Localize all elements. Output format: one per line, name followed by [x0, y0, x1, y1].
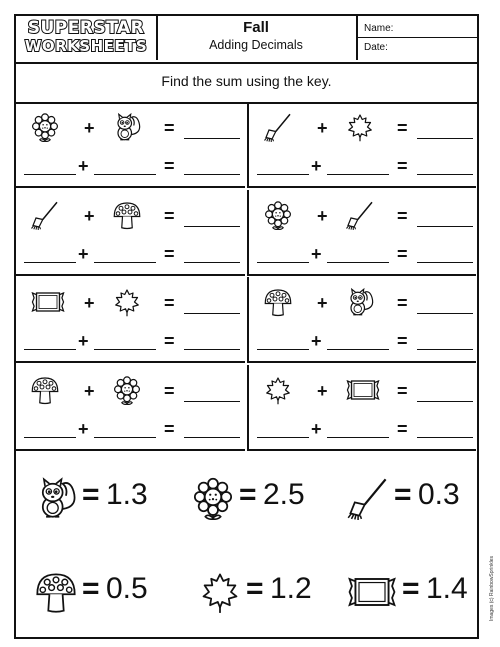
answer-blank-bottom[interactable] [417, 437, 473, 438]
date-label: Date: [364, 42, 388, 53]
equals-sign: = [246, 572, 264, 605]
answer-blank-top[interactable] [417, 313, 473, 314]
rake-icon [30, 200, 60, 230]
key-item-candy [346, 560, 486, 630]
answer-blank-top[interactable] [417, 138, 473, 139]
plus-sign: + [311, 243, 322, 264]
problem-8 [247, 365, 476, 451]
answer-blank-bottom[interactable] [184, 174, 240, 175]
addend-blank-1[interactable] [24, 349, 76, 350]
mushroom-icon [112, 200, 142, 230]
key-value: 0.5 [106, 572, 148, 605]
equals-sign: = [394, 478, 412, 511]
flower-icon [112, 375, 142, 405]
addend-blank-1[interactable] [24, 262, 76, 263]
image-credit: Images (c) RainbowSprinkles [489, 556, 495, 622]
equals-sign: = [397, 293, 408, 313]
equals-sign: = [397, 205, 408, 226]
addend-blank-1[interactable] [257, 262, 309, 263]
logo-line-1: SUPERSTAR [27, 18, 145, 38]
worksheet-title: Fall [243, 19, 269, 36]
addend-blank-2[interactable] [327, 437, 389, 438]
answer-blank-bottom[interactable] [417, 349, 473, 350]
name-date-box [358, 16, 477, 60]
addend-blank-2[interactable] [327, 174, 389, 175]
addend-blank-2[interactable] [94, 349, 156, 350]
addend-blank-1[interactable] [257, 349, 309, 350]
key-item-squirrel [34, 466, 174, 536]
worksheet-header [16, 16, 477, 64]
squirrel-icon [345, 287, 375, 317]
answer-key [16, 452, 477, 639]
equals-sign: = [164, 331, 175, 351]
answer-blank-bottom[interactable] [417, 262, 473, 263]
key-item-mushroom [34, 560, 174, 630]
equals-sign: = [164, 380, 175, 401]
answer-blank-bottom[interactable] [184, 437, 240, 438]
equals-sign: = [164, 205, 175, 226]
equals-sign: = [164, 243, 175, 264]
problem-4 [247, 190, 476, 276]
flower-icon [191, 470, 235, 526]
key-value: 0.3 [418, 478, 460, 511]
rake-icon [345, 200, 375, 230]
addend-blank-2[interactable] [327, 262, 389, 263]
key-value: 1.4 [426, 572, 468, 605]
answer-blank-top[interactable] [184, 226, 240, 227]
answer-blank-top[interactable] [417, 226, 473, 227]
superstar-logo [16, 16, 158, 60]
addend-blank-2[interactable] [94, 437, 156, 438]
answer-blank-bottom[interactable] [417, 174, 473, 175]
answer-blank-top[interactable] [184, 401, 240, 402]
rake-icon [346, 470, 390, 526]
key-value: 1.3 [106, 478, 148, 511]
mushroom-icon [30, 375, 60, 405]
equals-sign: = [397, 418, 408, 439]
problem-3 [16, 190, 245, 276]
plus-sign: + [78, 418, 89, 439]
addend-blank-2[interactable] [94, 174, 156, 175]
problem-6 [247, 277, 476, 363]
addend-blank-1[interactable] [24, 174, 76, 175]
name-label: Name: [364, 23, 394, 34]
key-item-rake [346, 466, 486, 536]
equals-sign: = [164, 418, 175, 439]
addend-blank-2[interactable] [94, 262, 156, 263]
instructions: Find the sum using the key. [16, 62, 477, 104]
answer-blank-top[interactable] [417, 401, 473, 402]
plus-sign: + [311, 156, 322, 176]
plus-sign: + [84, 118, 95, 138]
leaf-icon [112, 287, 142, 317]
flower-icon [263, 200, 293, 230]
answer-blank-top[interactable] [184, 313, 240, 314]
problem-7 [16, 365, 245, 451]
problem-2 [247, 102, 476, 188]
worksheet-page [14, 14, 495, 639]
mushroom-icon [34, 564, 78, 620]
leaf-icon [198, 564, 242, 620]
leaf-icon [263, 375, 293, 405]
key-item-flower [191, 466, 331, 536]
leaf-icon [345, 112, 375, 142]
flower-icon [30, 112, 60, 142]
plus-sign: + [84, 380, 95, 401]
plus-sign: + [317, 293, 328, 313]
problem-1 [16, 102, 245, 188]
addend-blank-1[interactable] [257, 174, 309, 175]
plus-sign: + [84, 293, 95, 313]
equals-sign: = [164, 293, 175, 313]
plus-sign: + [311, 331, 322, 351]
candy-icon [345, 375, 381, 405]
key-item-leaf [198, 560, 338, 630]
rake-icon [263, 112, 293, 142]
answer-blank-bottom[interactable] [184, 262, 240, 263]
mushroom-icon [263, 287, 293, 317]
squirrel-icon [34, 470, 78, 526]
equals-sign: = [164, 118, 175, 138]
addend-blank-1[interactable] [257, 437, 309, 438]
answer-blank-top[interactable] [184, 138, 240, 139]
plus-sign: + [317, 118, 328, 138]
equals-sign: = [402, 572, 420, 605]
squirrel-icon [112, 112, 142, 142]
equals-sign: = [82, 572, 100, 605]
title-box [156, 16, 358, 60]
answer-blank-bottom[interactable] [184, 349, 240, 350]
equals-sign: = [397, 243, 408, 264]
plus-sign: + [84, 205, 95, 226]
plus-sign: + [78, 331, 89, 351]
equals-sign: = [397, 380, 408, 401]
candy-icon [346, 564, 398, 620]
name-divider [358, 37, 477, 38]
key-value: 1.2 [270, 572, 312, 605]
addend-blank-2[interactable] [327, 349, 389, 350]
equals-sign: = [397, 331, 408, 351]
equals-sign: = [82, 478, 100, 511]
equals-sign: = [164, 156, 175, 176]
logo-line-2: WORKSHEETS [24, 37, 148, 55]
addend-blank-1[interactable] [24, 437, 76, 438]
plus-sign: + [317, 205, 328, 226]
plus-sign: + [78, 156, 89, 176]
plus-sign: + [317, 380, 328, 401]
key-value: 2.5 [263, 478, 305, 511]
equals-sign: = [239, 478, 257, 511]
worksheet-subtitle: Adding Decimals [209, 38, 303, 52]
plus-sign: + [311, 418, 322, 439]
problem-grid [16, 102, 477, 452]
plus-sign: + [78, 243, 89, 264]
equals-sign: = [397, 118, 408, 138]
candy-icon [30, 287, 66, 317]
equals-sign: = [397, 156, 408, 176]
problem-5 [16, 277, 245, 363]
